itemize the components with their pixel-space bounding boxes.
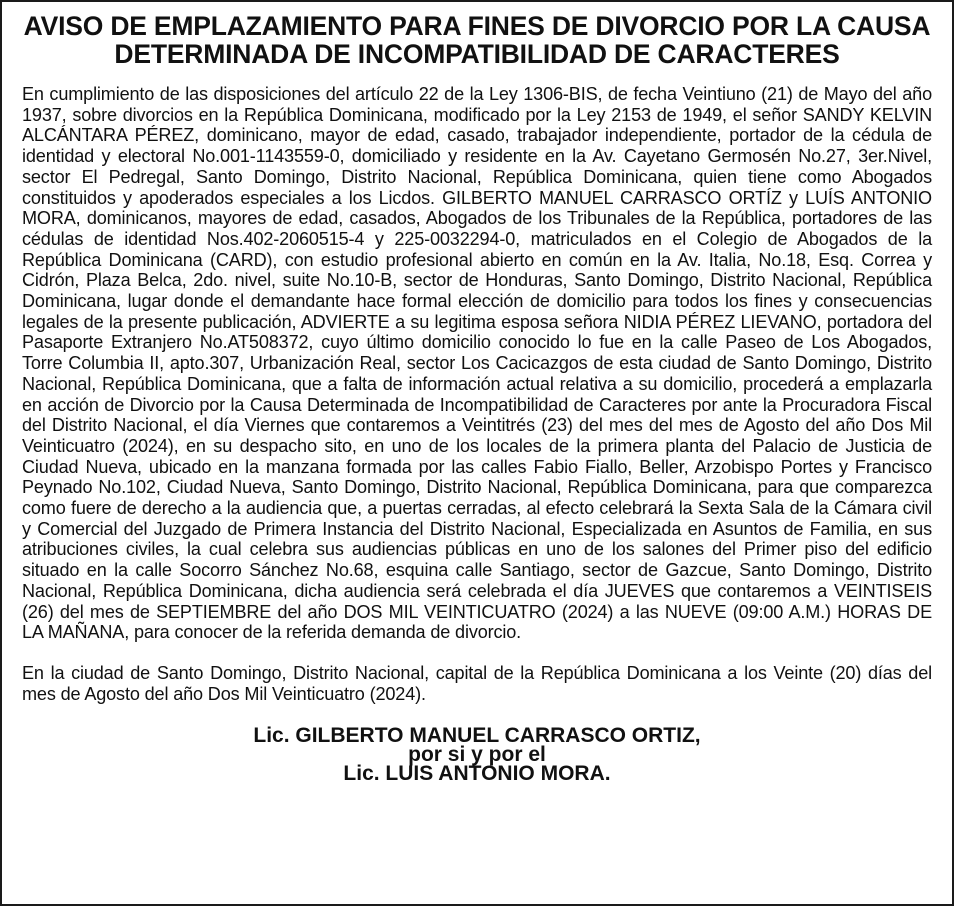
signature-line-secondary-lawyer: Lic. LUIS ANTONIO MORA. bbox=[343, 762, 611, 786]
notice-title: AVISO DE EMPLAZAMIENTO PARA FINES DE DIVORCIO POR LA CAUSA DETERMINADA DE INCOMPATIBILIDAD DE CARACTERES bbox=[23, 11, 931, 69]
notice-closing-paragraph: En la ciudad de Santo Domingo, Distrito Nacional, capital de la República Dominicana a los Veinte (20) días del mes de Agosto del año Dos Mil Veinticuatro (2024). bbox=[22, 662, 932, 704]
signature-block bbox=[22, 724, 932, 786]
signature-line-connector: por si y por el bbox=[408, 743, 546, 767]
signature-line-primary-lawyer: Lic. GILBERTO MANUEL CARRASCO ORTIZ, bbox=[253, 724, 701, 748]
notice-body-paragraph: En cumplimiento de las disposiciones del artículo 22 de la Ley 1306-BIS, de fecha Veintiuno (21) de Mayo del año 1937, sobre divorcios en la República Dominicana, modificado por la Ley 2153 de 1949, el señor SANDY KELVIN ALCÁNTARA PÉREZ, dominicano, mayor de edad, casado, trabajador independiente, portador de la cédula de identidad y electoral No.001-1143559-0, domiciliado y residente en la Av. Cayetano Germosén No.27, 3er.Nivel, sector El Pedregal, Santo Domingo, Distrito Nacional, República Dominicana, quien tiene como Abogados constituidos y apoderados especiales a los Licdos. GILBERTO MANUEL CARRASCO ORTÍZ y LUÍS ANTONIO MORA, dominicanos, mayores de edad, casados, Abogados de los Tribunales de la República, portadores de las cédulas de identidad Nos.402-2060515-4 y 225-0032294-0, matriculados en el Colegio de Abogados de la República Dominicana (CARD), con estudio profesional abierto en común en la Av. Italia, No.18, Esq. Correa y Cidrón, Plaza Belca, 2do. nivel, suite No.10-B, sector de Honduras, Santo Domingo, Distrito Nacional, República Dominicana, lugar donde el demandante hace formal elección de domicilio para todos los fines y consecuencias legales de la presente publicación, ADVIERTE a su legitima esposa señora NIDIA PÉREZ LIEVANO, portadora del Pasaporte Extranjero No.AT508372, cuyo último domicilio conocido lo fue en la calle Paseo de Los Abogados, Torre Columbia II, apto.307, Urbanización Real, sector Los Cacicazgos de esta ciudad de Santo Domingo, Distrito Nacional, República Dominicana, que a falta de información actual relativa a su domicilio, procederá a emplazarla en acción de Divorcio por la Causa Determinada de Incompatibilidad de Caracteres por ante la Procuradora Fiscal del Distrito Nacional, el día Viernes que contaremos a Veintitrés (23) del mes del mes de Agosto del año Dos Mil Veinticuatro (2024), en su despacho sito, en uno de los locales de la primera planta del Palacio de Justicia de Ciudad Nueva, ubicado en la manzana formada por las calles Fabio Fiallo, Beller, Arzobispo Portes y Francisco Peynado No.102, Ciudad Nueva, Santo Domingo, Distrito Nacional, República Dominicana, para que comparezca como fuere de derecho a la audiencia que, a puertas cerradas, al efecto celebrará la Sexta Sala de la Cámara civil y Comercial del Juzgado de Primera Instancia del Distrito Nacional, Especializada en Asuntos de Familia, en sus atribuciones civiles, la cual celebra sus audiencias públicas en uno de los salones del Primer piso del edificio situado en la calle Socorro Sánchez No.68, esquina calle Santiago, sector de Gazcue, Santo Domingo, Distrito Nacional, República Dominicana, dicha audiencia será celebrada el día JUEVES que contaremos a VEINTISEIS (26) del mes de SEPTIEMBRE del año DOS MIL VEINTICUATRO (2024) a las NUEVE (09:00 A.M.) HORAS DE LA MAÑANA, para conocer de la referida demanda de divorcio. bbox=[22, 84, 932, 643]
